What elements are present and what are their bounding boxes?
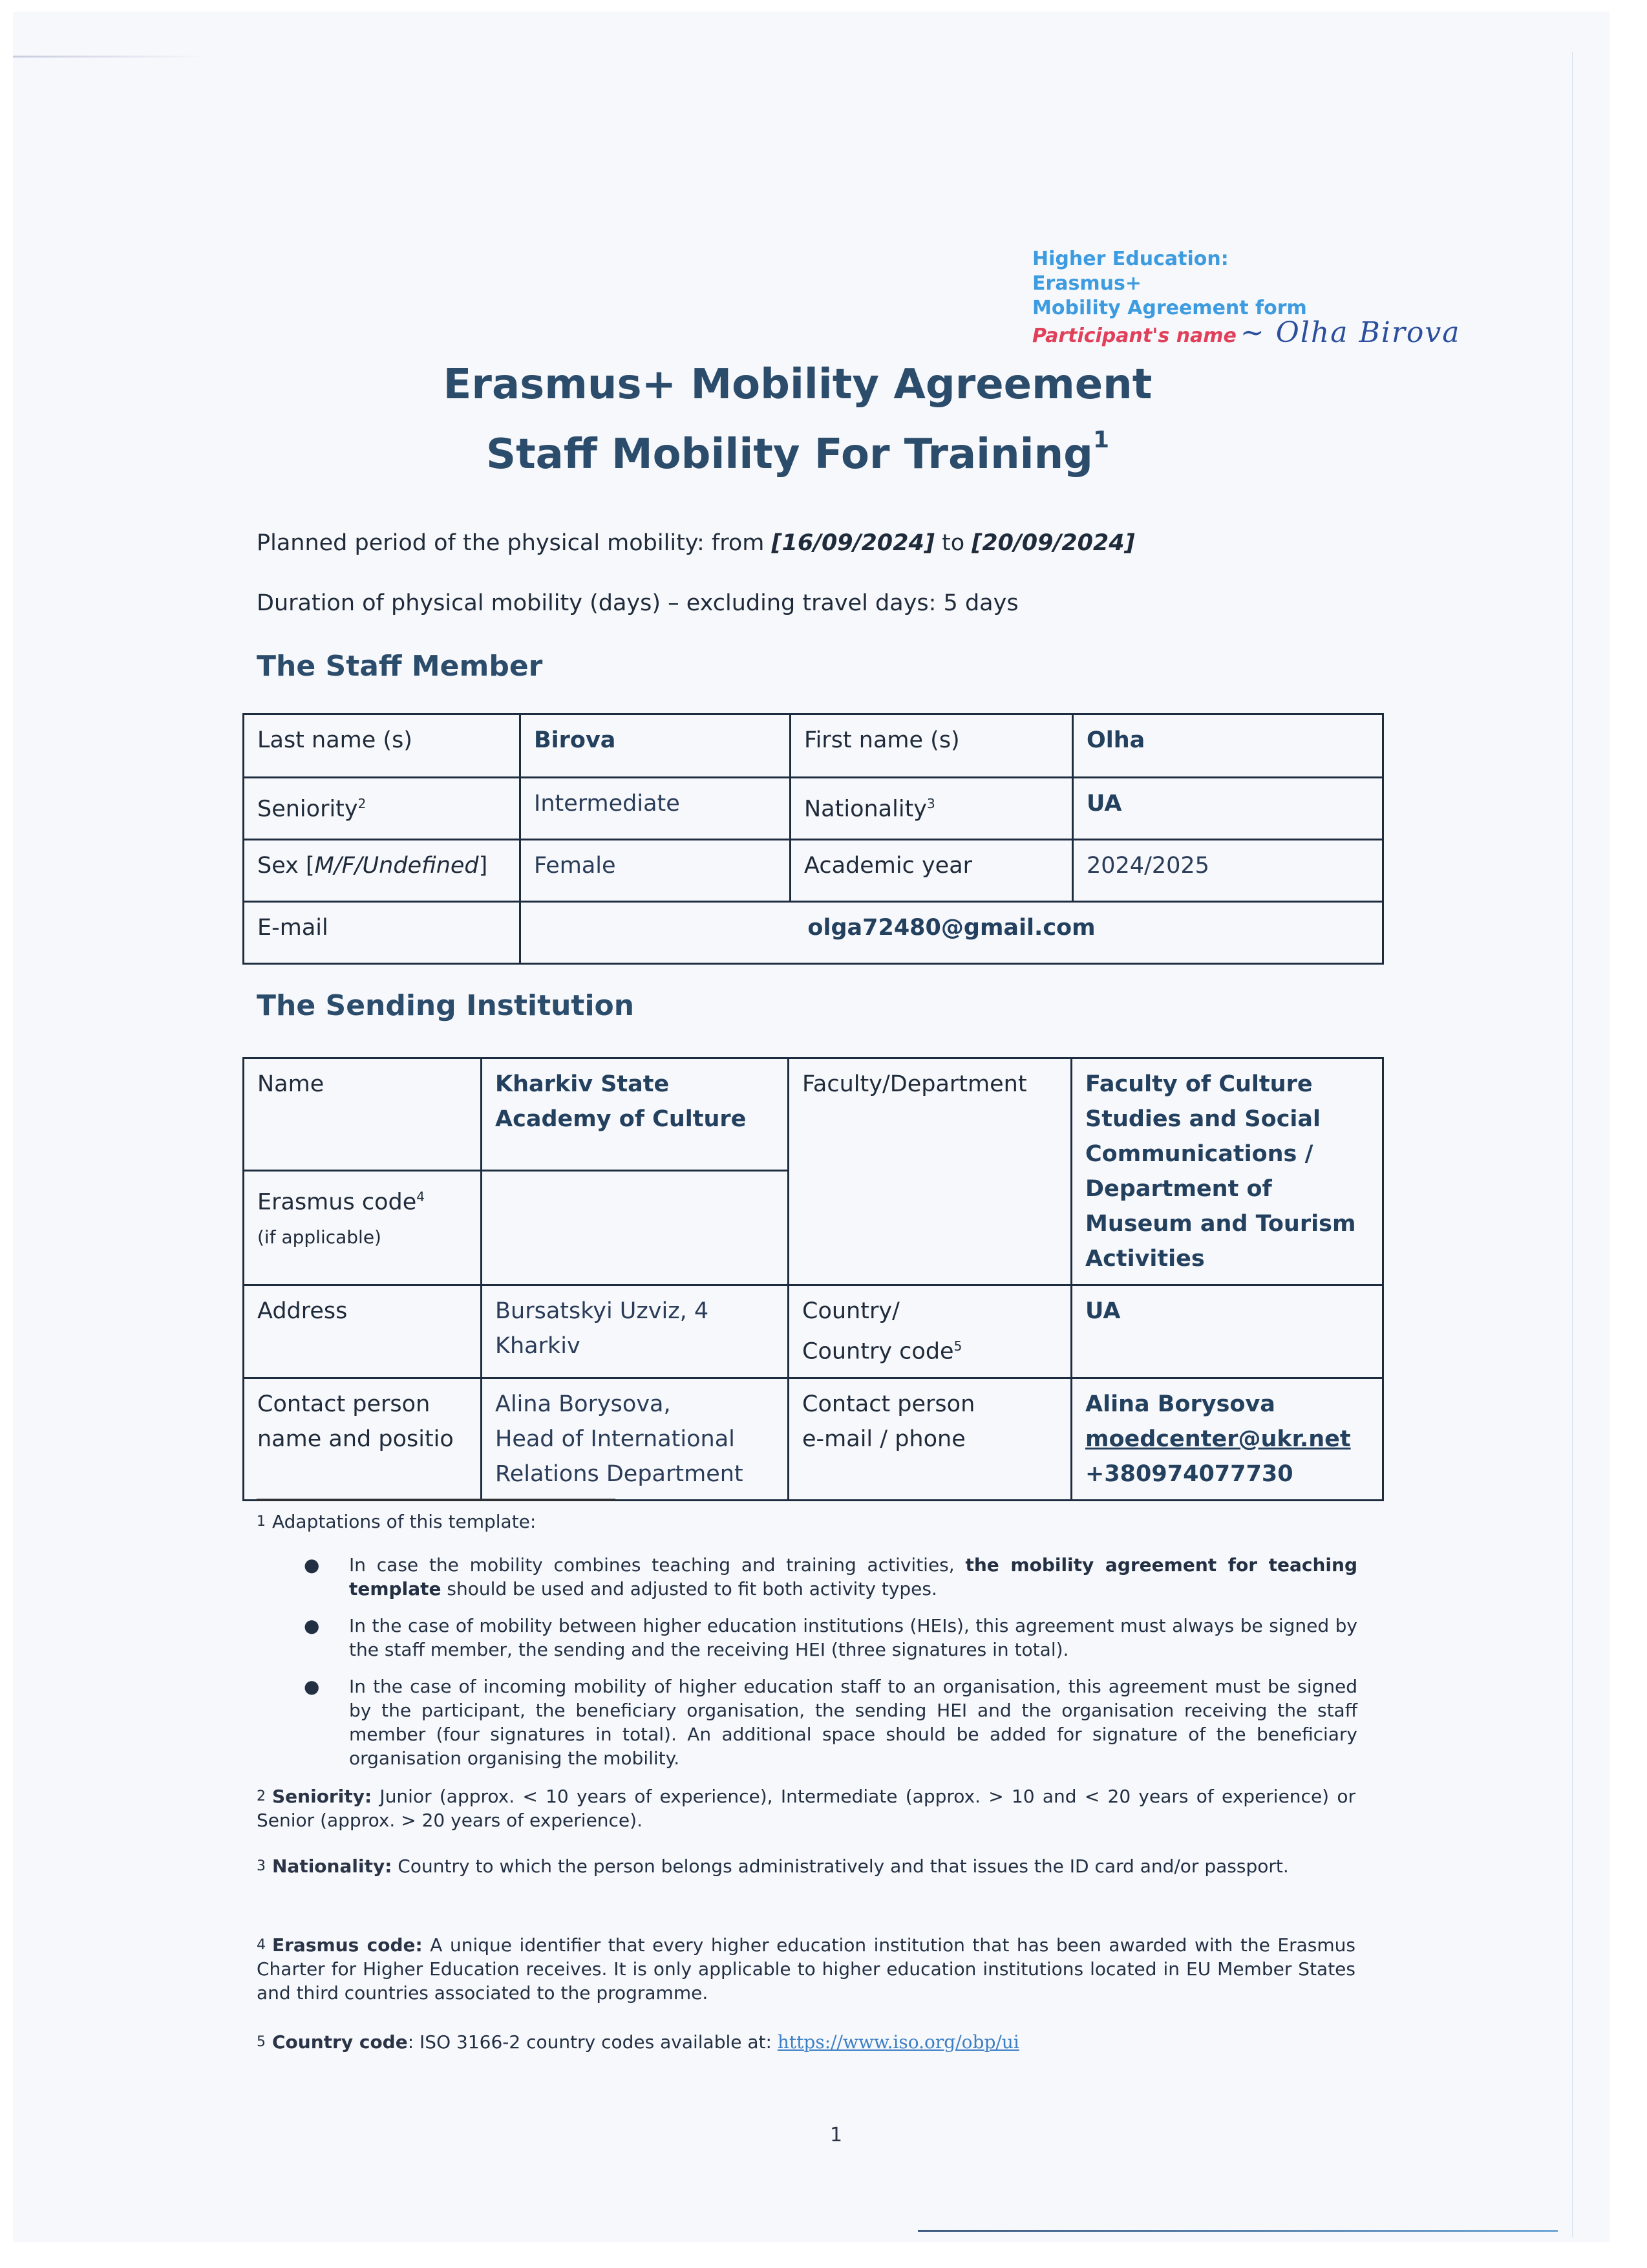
form-header <box>1032 247 1461 348</box>
table-row <box>244 1378 1383 1500</box>
table-row <box>244 840 1383 902</box>
footnote-1-intro: $^1$ Adaptations of this template: <box>257 1511 537 1532</box>
table-row <box>244 714 1383 778</box>
sex-label: Sex [M/F/Undefined] <box>244 840 520 902</box>
staff-member-table <box>242 713 1384 965</box>
last-name-value: Birova <box>520 714 791 778</box>
participant-handwritten-name: ~ Olha Birova <box>1240 316 1461 349</box>
first-name-label: First name (s) <box>791 714 1073 778</box>
erasmus-code-note: (if applicable) <box>257 1226 381 1248</box>
table-row <box>244 778 1383 840</box>
sending-institution-heading: The Sending Institution <box>257 989 635 1022</box>
table-row <box>244 902 1383 964</box>
country-value: UA <box>1072 1285 1383 1378</box>
address-value: Bursatskyi Uzviz, 4 Kharkiv <box>482 1285 789 1378</box>
footnote-1-bullets <box>304 1553 1357 1783</box>
page-subtitle: Staff Mobility For Training$^1$ <box>485 427 1110 478</box>
list-item: ● In case the mobility combines teaching and training activities, the mobility agreement for teaching template should be used and adjusted to fit both activity types. <box>304 1554 1358 1599</box>
page-title: Erasmus+ Mobility Agreement <box>443 361 1153 409</box>
contact-email-label: Contact person e-mail / phone <box>789 1378 1072 1500</box>
institution-name-label: Name <box>244 1058 482 1171</box>
period-from: [16/09/2024] <box>771 530 935 556</box>
iso-link[interactable]: https://www.iso.org/obp/ui <box>777 2031 1019 2053</box>
list-item: ● In the case of mobility between higher education institutions (HEIs), this agreement must always be signed by the staff member, the sending and the receiving HEI (three signatures in total). <box>304 1615 1357 1660</box>
seniority-label: Seniority$^2$ <box>244 778 520 840</box>
contact-person-name: Alina Borysova <box>1085 1391 1275 1417</box>
erasmus-code-value <box>482 1171 789 1285</box>
footnote-4: $^4$ Erasmus code: A unique identifier that every higher education institution that has been awarded with the Erasmus Charter for Higher Education receives. It is only applicable to higher education institutions located in EU Member States and third countries associated to the programme. <box>257 1934 1355 2004</box>
scan-artifact-line <box>13 56 207 58</box>
institution-name-value: Kharkiv State Academy of Culture <box>482 1058 789 1171</box>
header-line-1: Higher Education: <box>1032 248 1229 270</box>
header-line-3: Mobility Agreement form <box>1032 297 1307 319</box>
bullet-icon: ● <box>304 1676 320 1697</box>
sex-value: Female <box>520 840 791 902</box>
seniority-value: Intermediate <box>520 778 791 840</box>
faculty-value: Faculty of Culture Studies and Social Communications / Department of Museum and Tourism Activities <box>1072 1058 1383 1285</box>
contact-email-phone-value <box>1072 1378 1383 1500</box>
list-item: ● In the case of incoming mobility of higher education staff to an organisation, this agreement must be signed by the participant, the beneficiary organisation, the sending HEI and the organisation receiving the staff member (four signatures in total). An additional space should be added for signature of the beneficiary organisation organising the mobility. <box>304 1676 1357 1769</box>
first-name-value: Olha <box>1073 714 1383 778</box>
table-row <box>244 1058 1383 1171</box>
staff-member-heading: The Staff Member <box>257 650 543 683</box>
period-to: [20/09/2024] <box>972 530 1135 556</box>
erasmus-code-label: Erasmus code$^4$ (if applicable) <box>244 1171 482 1285</box>
nationality-label: Nationality$^3$ <box>791 778 1073 840</box>
footnote-5: $^5$ Country code: ISO 3166-2 country codes available at: https://www.iso.org/obp/ui <box>257 2031 1019 2053</box>
footnote-separator <box>257 1499 615 1501</box>
participant-label: Participant's name <box>1032 325 1237 347</box>
table-row <box>244 1285 1383 1378</box>
contact-person-value: Alina Borysova, Head of International Relations Department <box>482 1378 789 1500</box>
contact-phone: +380974077730 <box>1085 1460 1293 1487</box>
country-label: Country/ Country code$^5$ <box>789 1285 1072 1378</box>
header-line-2: Erasmus+ <box>1032 272 1142 295</box>
bullet-icon: ● <box>304 1554 320 1576</box>
email-value: olga72480@gmail.com <box>520 902 1383 964</box>
academic-year-label: Academic year <box>791 840 1073 902</box>
footer-rule <box>918 2230 1558 2232</box>
sending-institution-table <box>242 1057 1384 1501</box>
address-label: Address <box>244 1285 482 1378</box>
planned-period: Planned period of the physical mobility: from [16/09/2024] to [20/09/2024] <box>257 530 1135 556</box>
email-label: E-mail <box>244 902 520 964</box>
contact-person-label: Contact person name and positio <box>244 1378 482 1500</box>
nationality-value: UA <box>1073 778 1383 840</box>
page-number: 1 <box>830 2124 843 2146</box>
last-name-label: Last name (s) <box>244 714 520 778</box>
duration: Duration of physical mobility (days) – excluding travel days: 5 days <box>257 590 1019 616</box>
bullet-icon: ● <box>304 1615 320 1636</box>
footnote-ref-1: 1 <box>1092 427 1110 453</box>
academic-year-value: 2024/2025 <box>1073 840 1383 902</box>
footnote-3: $^3$ Nationality: Country to which the person belongs administratively and that issues the ID card and/or passport. <box>257 1856 1289 1877</box>
contact-email-link[interactable]: moedcenter@ukr.net <box>1085 1426 1351 1452</box>
faculty-label: Faculty/Department <box>789 1058 1072 1285</box>
footnote-2: $^2$ Seniority: Junior (approx. < 10 years of experience), Intermediate (approx. > 10 and < 20 years of experience) or Senior (approx. > 20 years of experience). <box>257 1786 1355 1831</box>
